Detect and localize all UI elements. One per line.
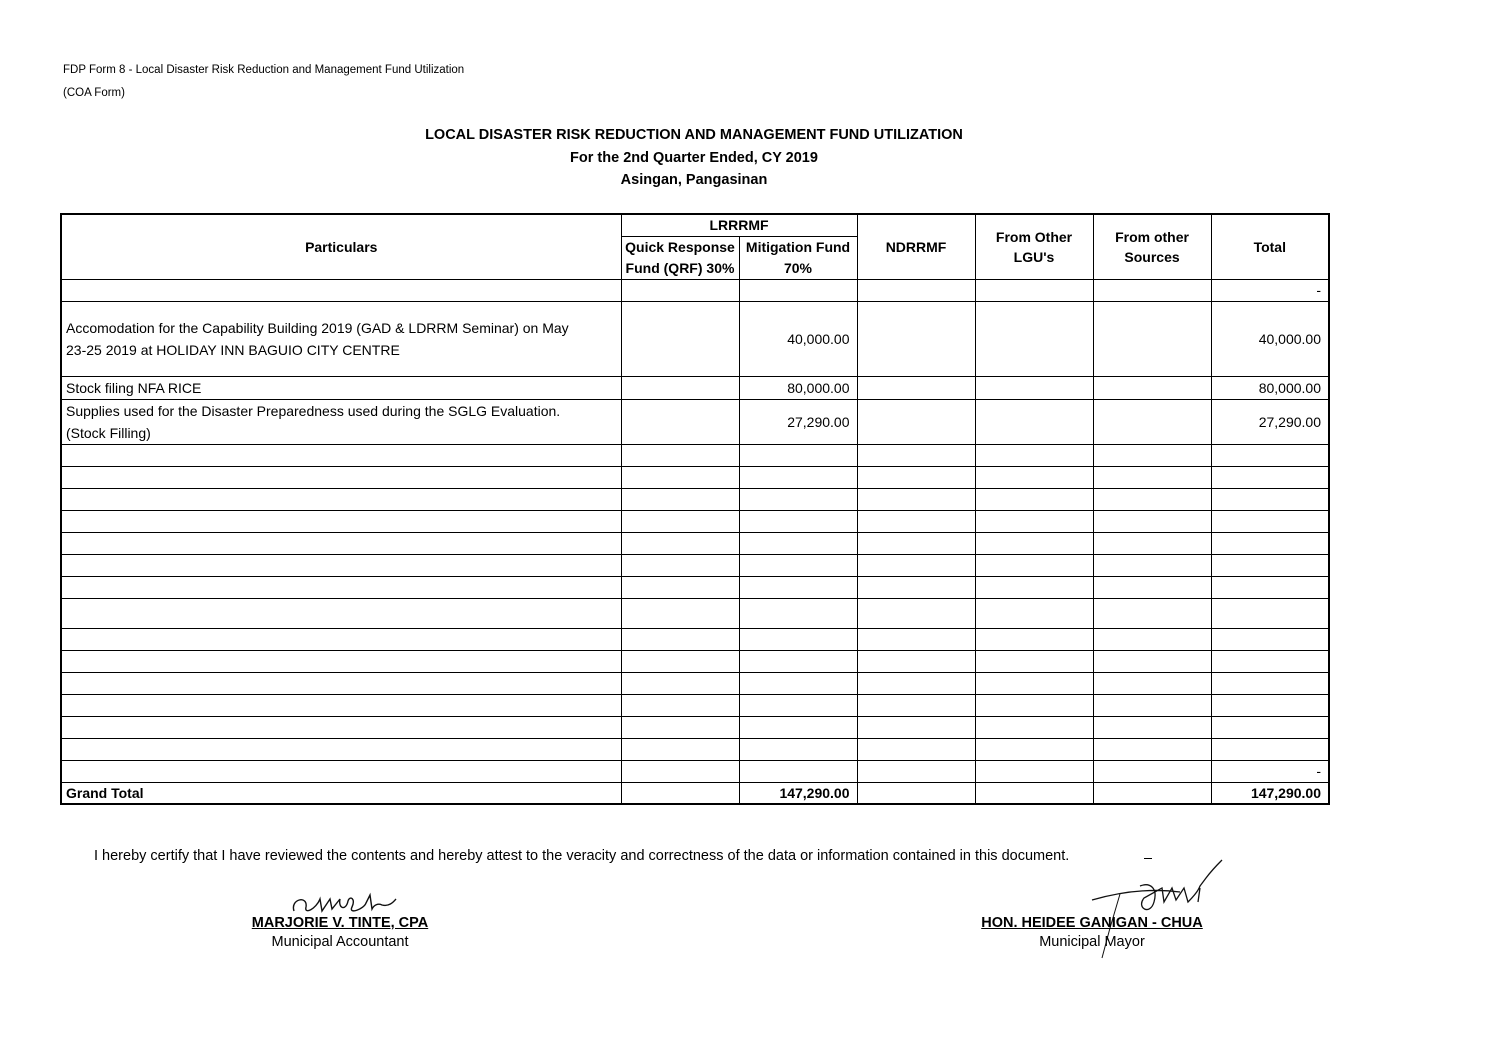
header-other-sources <box>1093 214 1211 279</box>
fund-utilization-table <box>60 213 1330 805</box>
header-qrf <box>621 236 739 279</box>
header-mitigation-line2: 70% <box>783 259 813 276</box>
row-total: - <box>1211 760 1329 782</box>
signatory-name: HON. HEIDEE GANIGAN - CHUA <box>981 915 1203 931</box>
particulars-line: Supplies used for the Disaster Preparedness used during the SGLG Evaluation. <box>66 402 561 419</box>
table-row <box>61 532 1329 554</box>
row-particulars <box>61 399 621 444</box>
table-row <box>61 510 1329 532</box>
header-ndrrmf: NDRRMF <box>857 214 975 279</box>
signatory-name: MARJORIE V. TINTE, CPA <box>251 915 429 931</box>
table-row <box>61 399 1329 444</box>
form-subtitle: (COA Form) <box>63 87 125 99</box>
table-row <box>61 444 1329 466</box>
table-row <box>61 760 1329 782</box>
row-mitigation: 40,000.00 <box>739 301 857 376</box>
header-mitigation-line1: Mitigation Fund <box>745 238 851 255</box>
signatory-accountant <box>220 915 460 950</box>
table-row <box>61 576 1329 598</box>
signatory-role: Municipal Mayor <box>1039 934 1145 950</box>
table-row <box>61 598 1329 628</box>
particulars-line: 23-25 2019 at HOLIDAY INN BAGUIO CITY CENTRE <box>66 341 400 358</box>
header-lrrrmf: LRRRMF <box>621 214 857 236</box>
table-row <box>61 628 1329 650</box>
report-title: LOCAL DISASTER RISK REDUCTION AND MANAGEMENT FUND UTILIZATION <box>425 127 963 143</box>
row-particulars <box>61 301 621 376</box>
grand-total-label: Grand Total <box>61 782 621 804</box>
table-row <box>61 672 1329 694</box>
header-other-lgus-line2: LGU's <box>1013 248 1055 265</box>
particulars-line: Accomodation for the Capability Building 2019 (GAD & LDRRM Seminar) on May <box>66 319 569 336</box>
table-row <box>61 716 1329 738</box>
signatory-role: Municipal Accountant <box>271 934 409 950</box>
header-qrf-line2: Fund (QRF) 30% <box>625 259 735 276</box>
row-particulars: Stock filing NFA RICE <box>61 376 621 399</box>
header-mitigation <box>739 236 857 279</box>
table-row <box>61 376 1329 399</box>
table-row <box>61 301 1329 376</box>
row-total: 40,000.00 <box>1211 301 1329 376</box>
row-mitigation: 80,000.00 <box>739 376 857 399</box>
header-qrf-line1: Quick Response <box>625 238 735 255</box>
signatory-mayor <box>962 915 1222 950</box>
row-total: 27,290.00 <box>1211 399 1329 444</box>
header-other-lgus <box>975 214 1093 279</box>
grand-total-amount: 147,290.00 <box>1211 782 1329 804</box>
table-row <box>61 650 1329 672</box>
table-row <box>61 488 1329 510</box>
table-row <box>61 554 1329 576</box>
table-row <box>61 279 1329 301</box>
certification-statement: I hereby certify that I have reviewed the contents and hereby attest to the veracity and correctness of the data or information contained in this document. <box>94 848 1070 864</box>
particulars-line: (Stock Filling) <box>66 424 151 441</box>
row-total: 80,000.00 <box>1211 376 1329 399</box>
header-other-sources-line1: From other <box>1115 228 1189 245</box>
row-mitigation: 27,290.00 <box>739 399 857 444</box>
report-period: For the 2nd Quarter Ended, CY 2019 <box>570 150 818 166</box>
table-row <box>61 466 1329 488</box>
grand-total-mitigation: 147,290.00 <box>739 782 857 804</box>
grand-total-row <box>61 782 1329 804</box>
form-code: FDP Form 8 - Local Disaster Risk Reduction and Management Fund Utilization <box>63 64 465 76</box>
header-other-lgus-line1: From Other <box>995 228 1073 245</box>
header-total: Total <box>1211 214 1329 279</box>
table-row <box>61 738 1329 760</box>
header-particulars: Particulars <box>61 214 621 279</box>
row-total: - <box>1211 279 1329 301</box>
header-other-sources-line2: Sources <box>1124 248 1180 265</box>
table-row <box>61 694 1329 716</box>
report-location: Asingan, Pangasinan <box>620 172 768 188</box>
